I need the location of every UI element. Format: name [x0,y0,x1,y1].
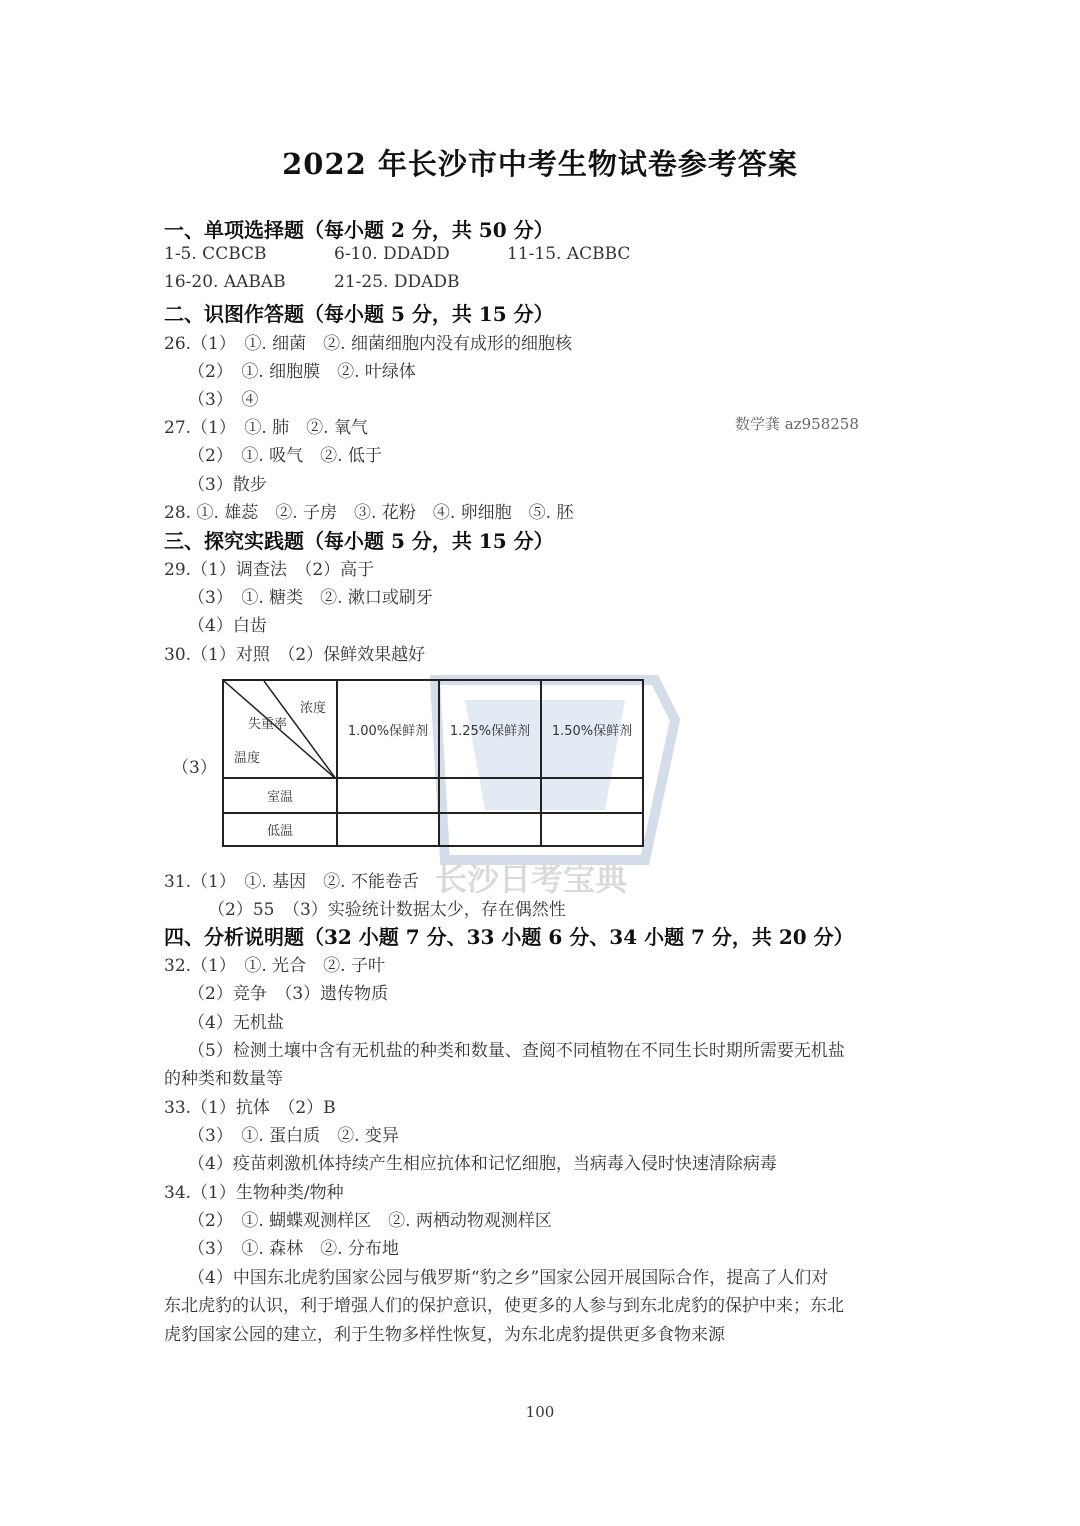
diagonal-header-cell [223,680,337,778]
page-title: 2022 年长沙市中考生物试卷参考答案 [282,147,798,181]
answer-16-20: 16-20. AABAB [164,272,286,292]
q31-line-1: 31.（1） ①. 基因 ②. 不能卷舌 [164,872,419,892]
q34-line-2: （2） ①. 蝴蝶观测样区 ②. 两栖动物观测样区 [188,1211,552,1231]
q29-line-1: 29.（1）调查法 （2）高于 [164,560,375,580]
q34-line-4: （4）中国东北虎豹国家公园与俄罗斯“豹之乡”国家公园开展国际合作，提高了人们对 [188,1268,829,1288]
section-heading-4: 四、分析说明题（32 小题 7 分、33 小题 6 分、34 小题 7 分，共 20 分） [164,925,854,949]
table-cell [541,778,643,813]
table-cell [439,778,541,813]
section-heading-1: 一、单项选择题（每小题 2 分，共 50 分） [164,218,554,242]
watermark-logo-text: 长沙日考宝典 [435,860,628,898]
experiment-table [222,679,644,847]
q29-line-2: （3） ①. 糖类 ②. 漱口或刷牙 [188,588,433,608]
q26-line-1: 26.（1） ①. 细菌 ②. 细菌细胞内没有成形的细胞核 [164,334,572,354]
row-header-room-temp: 室温 [223,778,337,813]
answer-1-5: 1-5. CCBCB [164,244,267,264]
q26-line-2: （2） ①. 细胞膜 ②. 叶绿体 [188,362,416,382]
q26-line-3: （3） ④ [188,390,259,410]
diag-label-weight-loss: 失重率 [248,717,288,732]
q33-line-1: 33.（1）抗体 （2）B [164,1098,336,1118]
col-header-2: 1.25%保鲜剂 [439,680,541,778]
q32-line-3: （4）无机盐 [188,1013,284,1033]
q34-line-5: 东北虎豹的认识，利于增强人们的保护意识，使更多的人参与到东北虎豹的保护中来；东北 [164,1296,844,1316]
section-heading-2: 二、识图作答题（每小题 5 分，共 15 分） [164,302,554,326]
q30-table-label: （3） [172,758,217,778]
col-header-1: 1.00%保鲜剂 [337,680,439,778]
q30-line-1: 30.（1）对照 （2）保鲜效果越好 [164,645,426,665]
q32-line-1: 32.（1） ①. 光合 ②. 子叶 [164,956,385,976]
diag-label-concentration: 浓度 [300,701,327,716]
answer-6-10: 6-10. DDADD [334,244,450,264]
q34-line-1: 34.（1）生物种类/物种 [164,1183,344,1203]
q32-line-4: （5）检测土壤中含有无机盐的种类和数量、查阅不同植物在不同生长时期所需要无机盐 [188,1041,845,1061]
q32-line-2: （2）竞争 （3）遗传物质 [188,984,389,1004]
q32-line-5: 的种类和数量等 [164,1069,283,1089]
q27-line-1: 27.（1） ①. 肺 ②. 氧气 [164,418,368,438]
q34-line-3: （3） ①. 森林 ②. 分布地 [188,1239,399,1259]
q27-line-2: （2） ①. 吸气 ②. 低于 [188,446,382,466]
table-cell [439,813,541,846]
row-header-low-temp: 低温 [223,813,337,846]
q34-line-6: 虎豹国家公园的建立，利于生物多样性恢复，为东北虎豹提供更多食物来源 [164,1325,725,1345]
q28-line: 28. ①. 雄蕊 ②. 子房 ③. 花粉 ④. 卵细胞 ⑤. 胚 [164,503,574,523]
q29-line-3: （4）白齿 [188,616,267,636]
q31-line-2: （2）55 （3）实验统计数据太少，存在偶然性 [208,900,566,920]
q27-line-3: （3）散步 [188,475,267,495]
watermark-text: 数学龚 az958258 [735,415,859,433]
table-cell [337,778,439,813]
diag-label-temperature: 温度 [234,751,261,766]
answer-11-15: 11-15. ACBBC [507,244,631,264]
page-number: 100 [525,1403,555,1421]
table-cell [337,813,439,846]
q33-line-3: （4）疫苗刺激机体持续产生相应抗体和记忆细胞，当病毒入侵时快速清除病毒 [188,1154,777,1174]
section-heading-3: 三、探究实践题（每小题 5 分，共 15 分） [164,529,554,553]
answer-21-25: 21-25. DDADB [334,272,460,292]
q33-line-2: （3） ①. 蛋白质 ②. 变异 [188,1126,399,1146]
col-header-3: 1.50%保鲜剂 [541,680,643,778]
table-cell [541,813,643,846]
